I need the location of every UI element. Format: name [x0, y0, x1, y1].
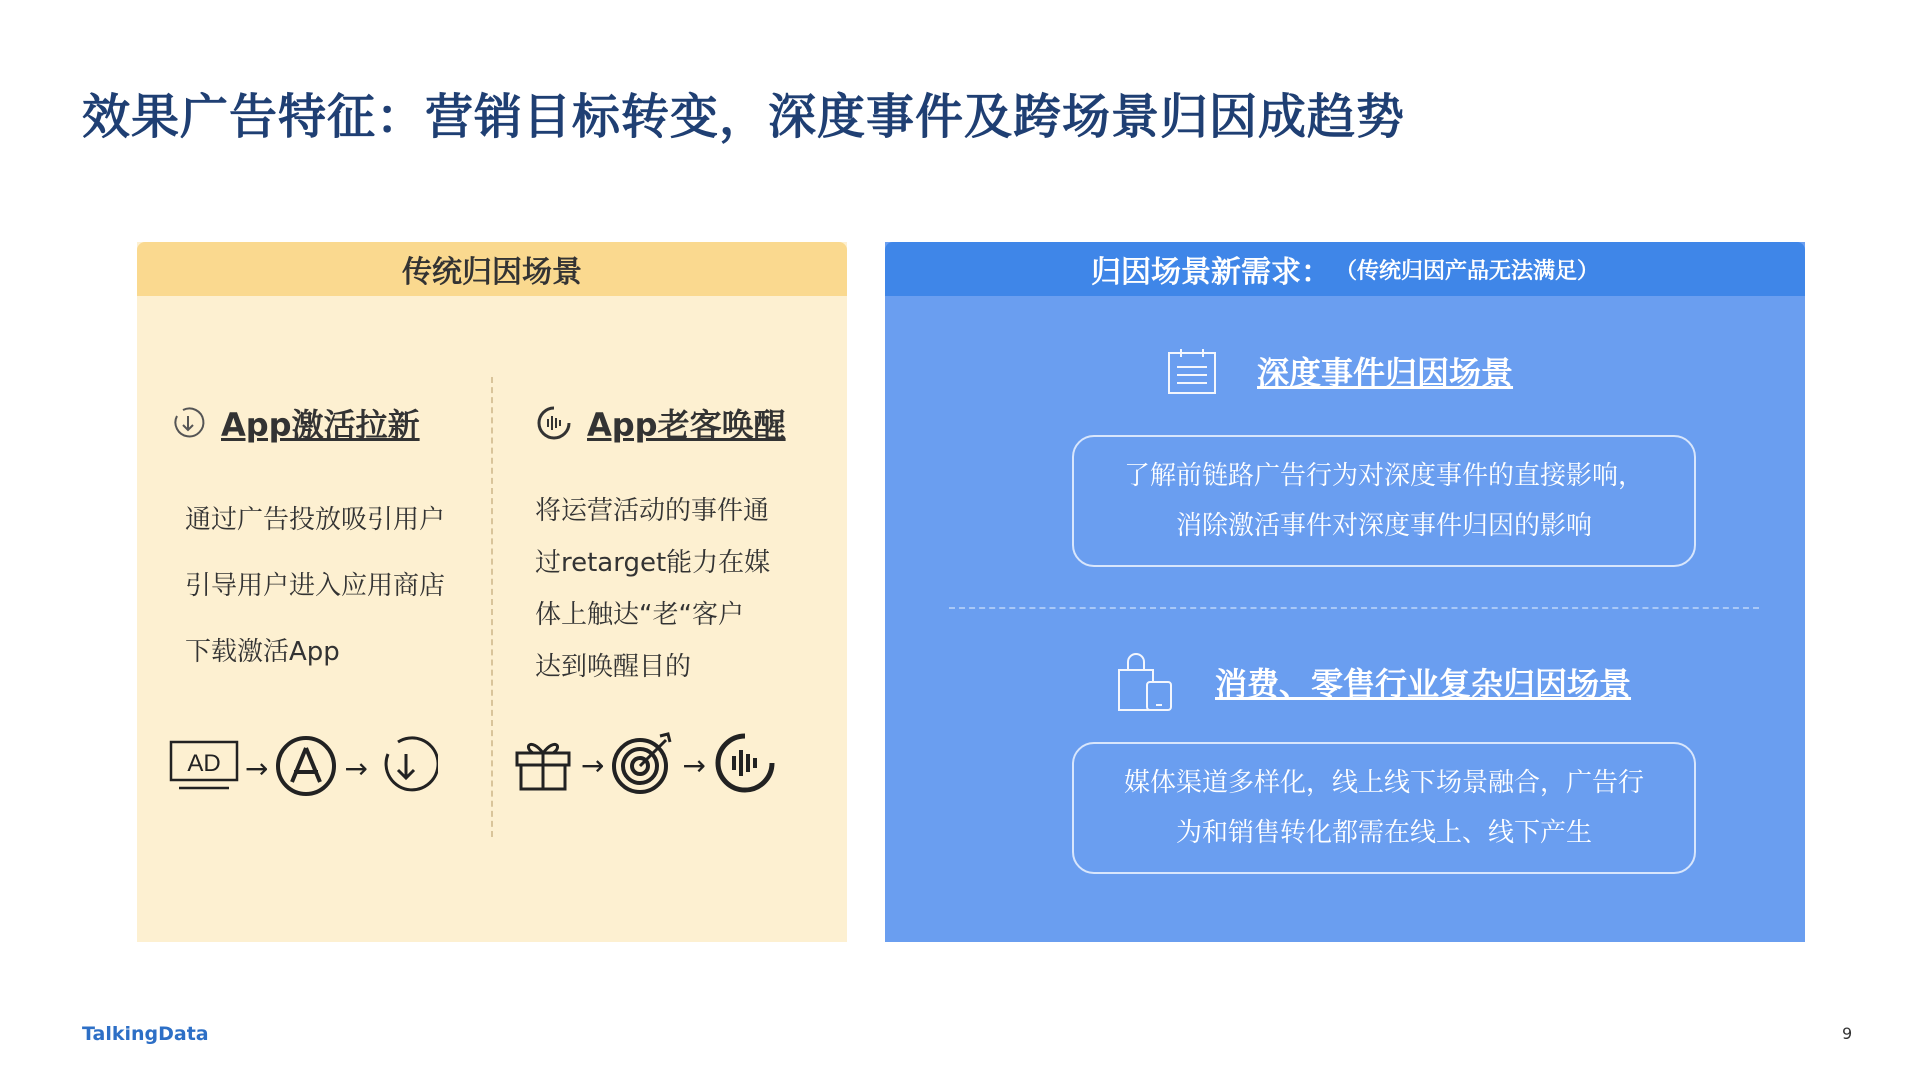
app-reactivation-label: App老客唤醒	[587, 406, 786, 444]
gift-icon	[511, 733, 575, 797]
new-attribution-header-sub: （传统归因产品无法满足）	[1334, 258, 1599, 284]
new-attribution-header	[885, 242, 1805, 296]
retail-attribution-label: 消费、零售行业复杂归因场景	[1215, 665, 1632, 703]
activation-flow	[169, 734, 438, 802]
desc-line: 下载激活App	[185, 637, 340, 667]
sound-circle-icon	[535, 404, 573, 442]
download-circle-icon	[169, 404, 207, 442]
arrow-icon: →	[344, 751, 368, 785]
new-attribution-header-label: 归因场景新需求：	[1090, 255, 1331, 290]
desc-line: 了解前链路广告行为对深度事件的直接影响，	[1123, 461, 1644, 491]
app-reactivation-title	[535, 400, 786, 446]
new-attribution-panel	[885, 242, 1805, 942]
download-circle-icon	[374, 734, 438, 802]
column-divider	[491, 377, 493, 837]
arrow-icon: →	[245, 751, 269, 785]
page-number: 9	[1842, 1024, 1853, 1043]
retail-attribution-title	[1117, 652, 1631, 712]
app-activation-title	[169, 400, 420, 446]
desc-line: 过retarget能力在媒	[535, 548, 771, 578]
desc-line: 为和销售转化都需在线上、线下产生	[1175, 818, 1592, 848]
deep-event-label: 深度事件归因场景	[1257, 354, 1514, 392]
arrow-icon: →	[581, 748, 605, 782]
target-icon	[610, 730, 676, 800]
app-reactivation-desc	[535, 485, 770, 693]
shopping-bag-phone-icon	[1117, 652, 1175, 712]
reactivation-flow	[511, 730, 778, 800]
traditional-attribution-header: 传统归因场景	[137, 242, 847, 296]
desc-line: 媒体渠道多样化，线上线下场景融合，广告行	[1123, 768, 1644, 798]
section-divider	[949, 607, 1759, 609]
desc-line: 体上触达“老“客户	[535, 600, 744, 630]
talkingdata-logo: TalkingData	[82, 1023, 209, 1045]
desc-line: 引导用户进入应用商店	[185, 571, 446, 601]
app-activation-desc	[185, 487, 445, 685]
traditional-attribution-panel	[137, 242, 847, 942]
arrow-icon: →	[682, 748, 706, 782]
deep-event-title	[1167, 347, 1513, 395]
desc-line: 将运营活动的事件通	[535, 496, 770, 526]
sound-circle-icon	[712, 730, 778, 800]
ad-label: AD	[187, 750, 221, 777]
desc-line: 通过广告投放吸引用户	[185, 505, 446, 535]
calendar-icon	[1167, 347, 1217, 395]
deep-event-desc-box	[1072, 435, 1696, 567]
page-title: 效果广告特征：营销目标转变，深度事件及跨场景归因成趋势	[82, 89, 1406, 145]
retail-attribution-desc-box	[1072, 742, 1696, 874]
desc-line: 达到唤醒目的	[535, 652, 692, 682]
app-store-icon	[274, 734, 338, 802]
ad-icon	[169, 738, 239, 798]
desc-line: 消除激活事件对深度事件归因的影响	[1175, 511, 1592, 541]
app-activation-label: App激活拉新	[221, 406, 420, 444]
